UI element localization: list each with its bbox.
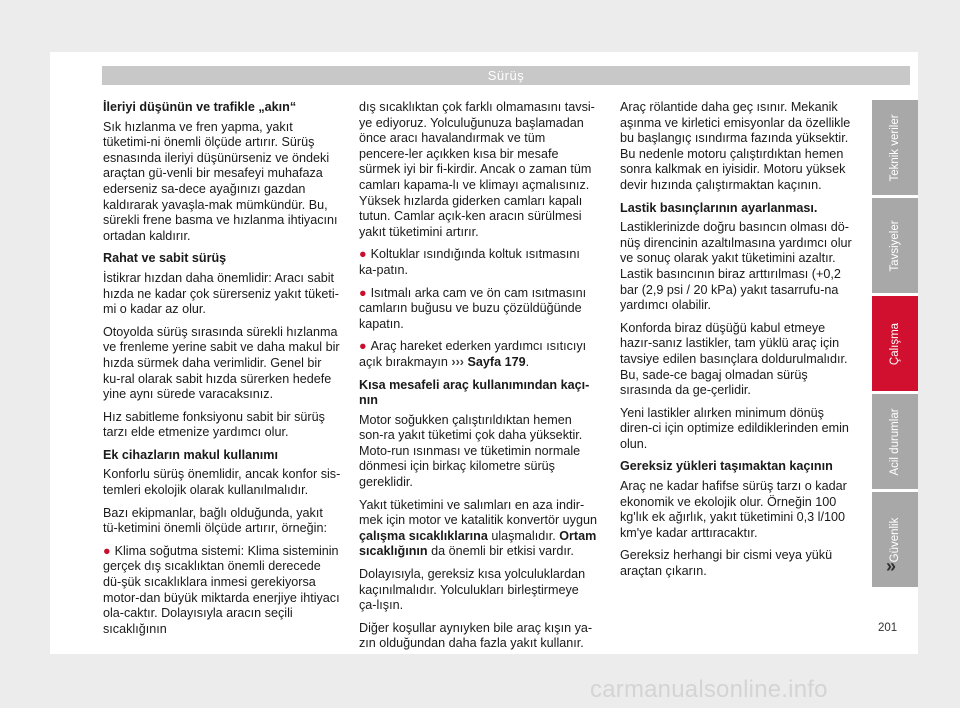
paragraph: İstikrar hızdan daha önemlidir: Aracı sabit hızda ne kadar çok sürerseniz yakıt tüketi-mi o kadar az olur. [103,270,339,317]
tab-acil-durumlar[interactable]: Acil durumlar [872,394,918,489]
bullet-item: ● Koltuklar ısındığında koltuk ısıtmasını ka-patın. [359,247,580,277]
bullet-icon: ● [103,543,111,558]
paragraph: Araç rölantide daha geç ısınır. Mekanik aşınma ve kirletici emisyonlar da özellikle bu başlangıç ısındırma fazında yüksektir. Bu nedenle motoru çalıştırdıktan hemen sonra kalkmak en iyisidir. Motoru yüksek devir hızında çalıştırmaktan kaçının. [620,100,851,192]
paragraph: Motor soğukken çalıştırıldıktan hemen son-ra yakıt tüketimi çok daha yüksektir. Moto-run ısınması ve tüketimin normale dönmesi için birkaç kilometre sürüş gereklidir. [359,412,583,490]
page-number: 201 [878,622,898,634]
paragraph: Bazı ekipmanlar, bağlı olduğunda, yakıt tü-ketimini önemli ölçüde artırır, örneğin: [103,505,327,536]
bullet-icon: ● [359,247,367,262]
paragraph: Dolayısıyla, gereksiz kısa yolculuklardan kaçınılmalıdır. Yolculukları birleştirmeye ça-lışın. [359,567,586,613]
paragraph: dış sıcaklıktan çok farklı olmamasını tavsi-ye ediyoruz. Yolculuğunuza başlamadan önce aracı havalandırmak ve tüm pencere-ler açıkken kısa bir mesafe sürmek iyi bir fi-kirdir. Ancak o zaman tüm camları kapama-lı ve klimayı açmalısınız. Yüksek hızlarda giderken camları kapalı tutun. Camlar açık-ken aracın sürülmesi yakıt tüketimini artırır. [359,100,595,239]
heading-short-trips: Kısa mesafeli araç kullanımından kaçı-nın [359,377,590,408]
paragraph: Lastiklerinizde doğru basıncın olması dö-nüş direncinin azaltılmasına yardımcı olur ve sonuç olarak yakıt tüketimini azaltır. Lastik basıncının biraz arttırılması (+0,2 bar (2,9 psi / 20 kPa) yakıt tasarrufu-na yardımcı olabilir. [620,220,852,313]
bullet-icon: ● [359,339,367,354]
continue-arrow-icon: » [886,556,897,576]
tab-tavsiyeler[interactable]: Tavsiyeler [872,198,918,293]
text-column-2 [359,100,597,659]
section-header: Sürüş [102,66,910,85]
heading-smooth-driving: Rahat ve sabit sürüş [103,251,227,266]
tab-teknik-veriler[interactable]: Teknik veriler [872,100,918,195]
paragraph: Yakıt tüketimini ve salımları en aza indir-mek için motor ve katalitik konvertör uygun çalışma sıcaklıklarına ulaşmalıdır. Ortam sıcaklığının da önemli bir etkisi vardır. [359,497,597,559]
manual-page [50,52,918,654]
bullet-item: ● Isıtmalı arka cam ve ön cam ısıtmasını camların buğusu ve buzu çözüldüğünde kapatın. [359,285,587,331]
paragraph: Araç ne kadar hafifse sürüş tarzı o kadar ekonomik ve ekolojik olur. Örneğin 100 kg'lık ek ağırlık, yakıt tüketimini 0,3 l/100 km'ye kadar arttıracaktır. [620,479,847,540]
heading-extra-equipment: Ek cihazların makul kullanımı [103,447,278,462]
paragraph: Konforda biraz düşüğü kabul etmeye hazır-sanız lastikler, tam yüklü araç için tavsiye edilen basınçlara doldurulmalıdır. Bu, sade-ce bagaj olmadan sürüş sırasında da ge-çerlidir. [620,320,848,398]
watermark: carmanualsonline.info [590,676,828,703]
heading-tyre-pressure: Lastik basınçlarının ayarlanması. [620,200,818,215]
page-reference-link[interactable]: ››› Sayfa 179 [451,354,526,369]
paragraph: Konforlu sürüş önemlidir, ancak konfor sis-temleri ekolojik olarak kullanılmalıdır. [103,467,341,498]
paragraph: Sık hızlanma ve fren yapma, yakıt tüketimi-ni önemli ölçüde artırır. Sürüş esnasında ileriyi düşünürseniz ve öndeki araçtan gü-venli bir mesafeyi muhafaza ederseniz sa-dece ayağınızı gazdan kaldırarak yavaşla-mak mümkündür. Bu, sürekli frene basma ve hızlanma ihtiyacını ortadan kaldırır. [103,119,338,243]
text-column-1 [103,100,341,644]
tab-calisma[interactable]: Çalışma [872,296,918,391]
paragraph: Diğer koşullar aynıyken bile araç kışın ya-zın olduğundan daha fazla yakıt kullanır. [359,620,593,651]
bullet-item: ● Klima soğutma sistemi: Klima sisteminin gerçek dış sıcaklıktan önemli derecede dü-şük sıcaklıklara inmesi gerekiyorsa motor-dan büyük miktarda enerjiye ihtiyacı ola-caktır. Dolayısıyla aracın seçili sıcaklığının [103,543,340,636]
paragraph: Yeni lastikler alırken minimum dönüş diren-ci için optimize edildiklerinden emin olun. [620,405,849,451]
paragraph: Otoyolda sürüş sırasında sürekli hızlanma ve frenleme yerine sabit ve daha makul bir hızda sürmek daha verimlidir. Genel bir ku-ral olarak sabit hızda sürerken hedefe yine aynı sürede varacaksınız. [103,324,340,402]
text-column-3 [620,100,858,587]
paragraph: Hız sabitleme fonksiyonu sabit bir sürüş tarzı elde etmenize yardımcı olur. [103,409,325,440]
bullet-icon: ● [359,285,367,300]
tab-guvenlik[interactable]: Güvenlik [872,492,918,587]
paragraph: Gereksiz herhangi bir cismi veya yükü araçtan çıkarın. [620,548,833,579]
reference-arrow-icon: ››› [451,354,464,369]
bullet-item: ● Araç hareket ederken yardımcı ısıtıcıyı açık bırakmayın ››› Sayfa 179. [359,339,587,369]
heading-unnecessary-loads: Gereksiz yükleri taşımaktan kaçının [620,459,833,474]
heading-think-ahead: İleriyi düşünün ve trafikle „akın“ [103,100,297,114]
